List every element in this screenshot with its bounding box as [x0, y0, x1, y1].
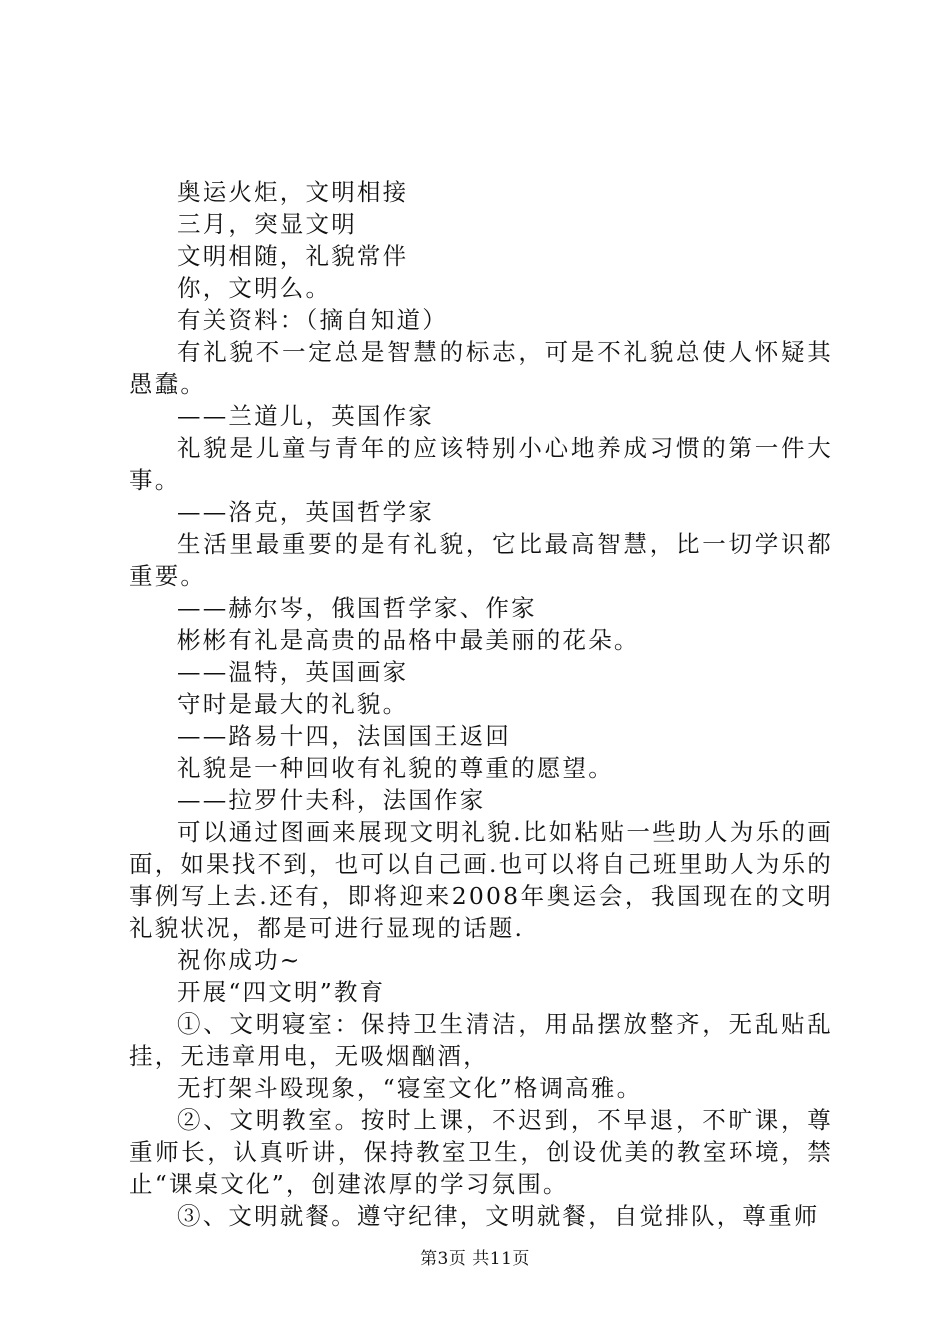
document-body [129, 176, 833, 1232]
paragraph: 文明相随，礼貌常伴 [177, 242, 409, 270]
quote-text: 彬彬有礼是高贵的品格中最美丽的花朵。 [177, 626, 640, 654]
section-heading: 开展“四文明”教育 [177, 978, 386, 1006]
list-item: ③、文明就餐。遵守纪律，文明就餐，自觉排队，尊重师 [177, 1202, 820, 1230]
page-footer [0, 1244, 950, 1269]
quote-text: 守时是最大的礼貌。 [177, 690, 409, 718]
list-item: 无打架斗殴现象，“寝室文化”格调高雅。 [177, 1074, 643, 1102]
quote-text: 有礼貌不一定总是智慧的标志，可是不礼貌总使人怀疑其愚蠢。 [129, 338, 833, 398]
paragraph: 奥运火炬，文明相接 [177, 178, 409, 206]
list-item: ①、文明寝室：保持卫生清洁，用品摆放整齐，无乱贴乱挂，无违章用电，无吸烟酗酒， [129, 1010, 833, 1070]
list-item: ②、文明教室。按时上课，不迟到，不早退，不旷课，尊重师长，认真听讲，保持教室卫生，创设优美的教室环境，禁止“课桌文化”，创建浓厚的学习氛围。 [129, 1106, 833, 1198]
paragraph: 祝你成功~ [177, 946, 302, 974]
quote-attribution: ——温特，英国画家 [177, 658, 409, 686]
quote-attribution: ——路易十四，法国国王返回 [177, 722, 512, 750]
paragraph: 你，文明么。 [177, 274, 332, 302]
quote-text: 礼貌是一种回收有礼貌的尊重的愿望。 [177, 754, 614, 782]
quote-attribution: ——赫尔岑，俄国哲学家、作家 [177, 594, 537, 622]
paragraph: 可以通过图画来展现文明礼貌.比如粘贴一些助人为乐的画面，如果找不到，也可以自己画.也可以将自己班里助人为乐的事例写上去.还有，即将迎来2008年奥运会，我国现在的文明礼貌状况，都是可进行显现的话题. [129, 818, 833, 942]
quote-text: 礼貌是儿童与青年的应该特别小心地养成习惯的第一件大事。 [129, 434, 833, 494]
quote-attribution: ——兰道儿，英国作家 [177, 402, 434, 430]
quote-attribution: ——洛克，英国哲学家 [177, 498, 434, 526]
quote-attribution: ——拉罗什夫科，法国作家 [177, 786, 486, 814]
paragraph: 有关资料：（摘自知道） [177, 306, 448, 334]
page-number-label: 第3页 共11页 [420, 1249, 530, 1269]
quote-text: 生活里最重要的是有礼貌，它比最高智慧，比一切学识都重要。 [129, 530, 833, 590]
paragraph: 三月，突显文明 [177, 210, 357, 238]
